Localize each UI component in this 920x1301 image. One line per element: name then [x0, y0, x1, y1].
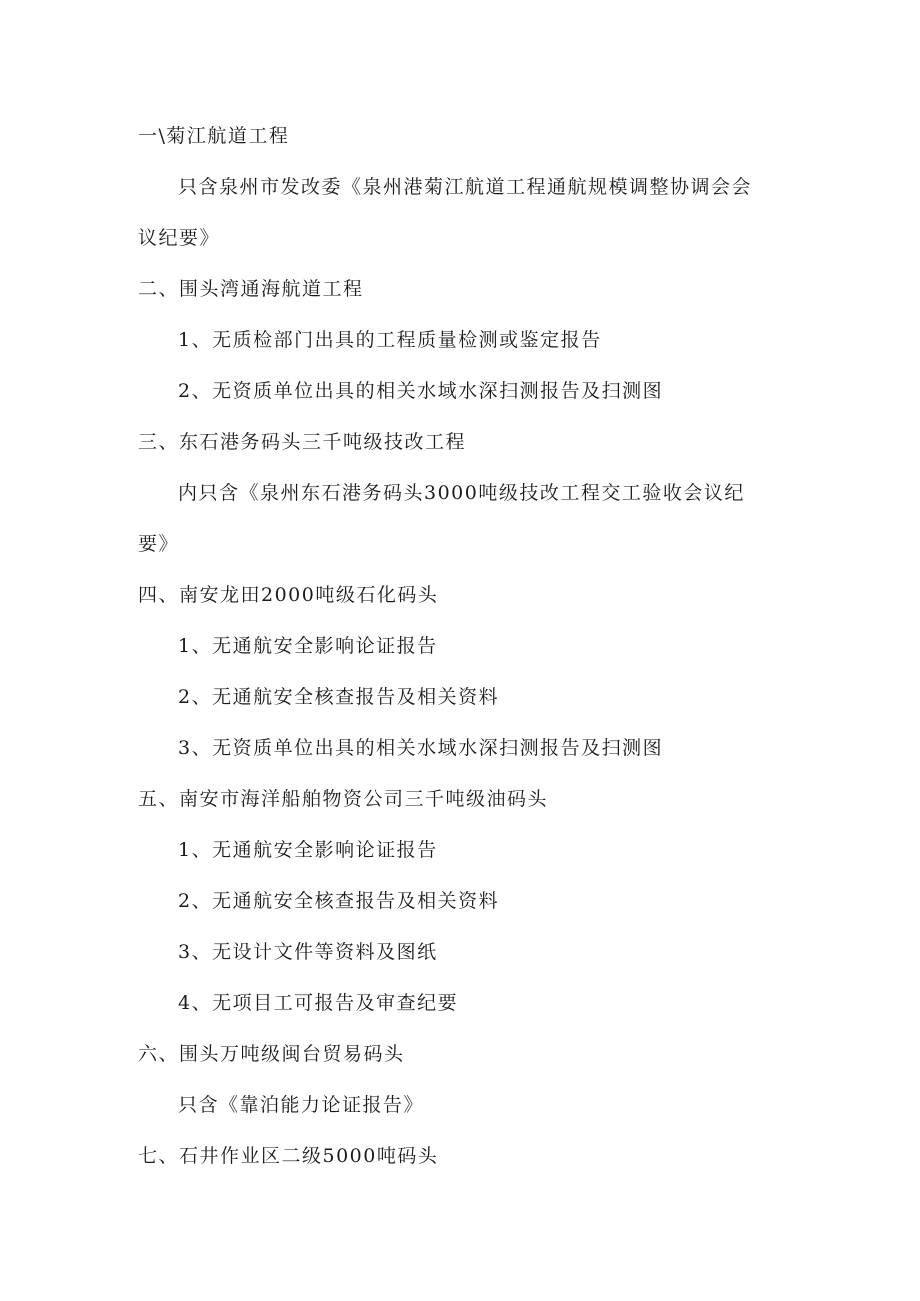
section-5-item: 3、无设计文件等资料及图纸 [178, 941, 438, 963]
section-6-body-line: 只含《靠泊能力论证报告》 [178, 1094, 425, 1116]
section-5-item: 4、无项目工可报告及审查纪要 [178, 992, 459, 1014]
section-4-item: 1、无通航安全影响论证报告 [178, 635, 438, 657]
section-2-item: 1、无质检部门出具的工程质量检测或鉴定报告 [178, 329, 602, 351]
section-4-item: 3、无资质单位出具的相关水域水深扫测报告及扫测图 [178, 737, 664, 759]
section-1-body-line: 只含泉州市发改委《泉州港菊江航道工程通航规模调整协调会会 [178, 176, 753, 198]
section-5-item: 1、无通航安全影响论证报告 [178, 839, 438, 861]
section-1-body-line: 议纪要》 [138, 227, 221, 249]
section-2-heading: 二、围头湾通海航道工程 [138, 278, 364, 300]
section-4-heading: 四、南安龙田2000吨级石化码头 [138, 584, 439, 606]
section-3-heading: 三、东石港务码头三千吨级技改工程 [138, 431, 467, 453]
section-6-heading: 六、围头万吨级闽台贸易码头 [138, 1043, 405, 1065]
section-2-item: 2、无资质单位出具的相关水域水深扫测报告及扫测图 [178, 380, 664, 402]
section-4-item: 2、无通航安全核查报告及相关资料 [178, 686, 500, 708]
section-7-heading: 七、石井作业区二级5000吨码头 [138, 1145, 439, 1167]
section-3-body-line: 要》 [138, 533, 180, 555]
section-1-heading: 一\菊江航道工程 [138, 125, 290, 147]
section-5-item: 2、无通航安全核查报告及相关资料 [178, 890, 500, 912]
section-5-heading: 五、南安市海洋船舶物资公司三千吨级油码头 [138, 788, 549, 810]
section-3-body-line: 内只含《泉州东石港务码头3000吨级技改工程交工验收会议纪 [178, 482, 745, 504]
